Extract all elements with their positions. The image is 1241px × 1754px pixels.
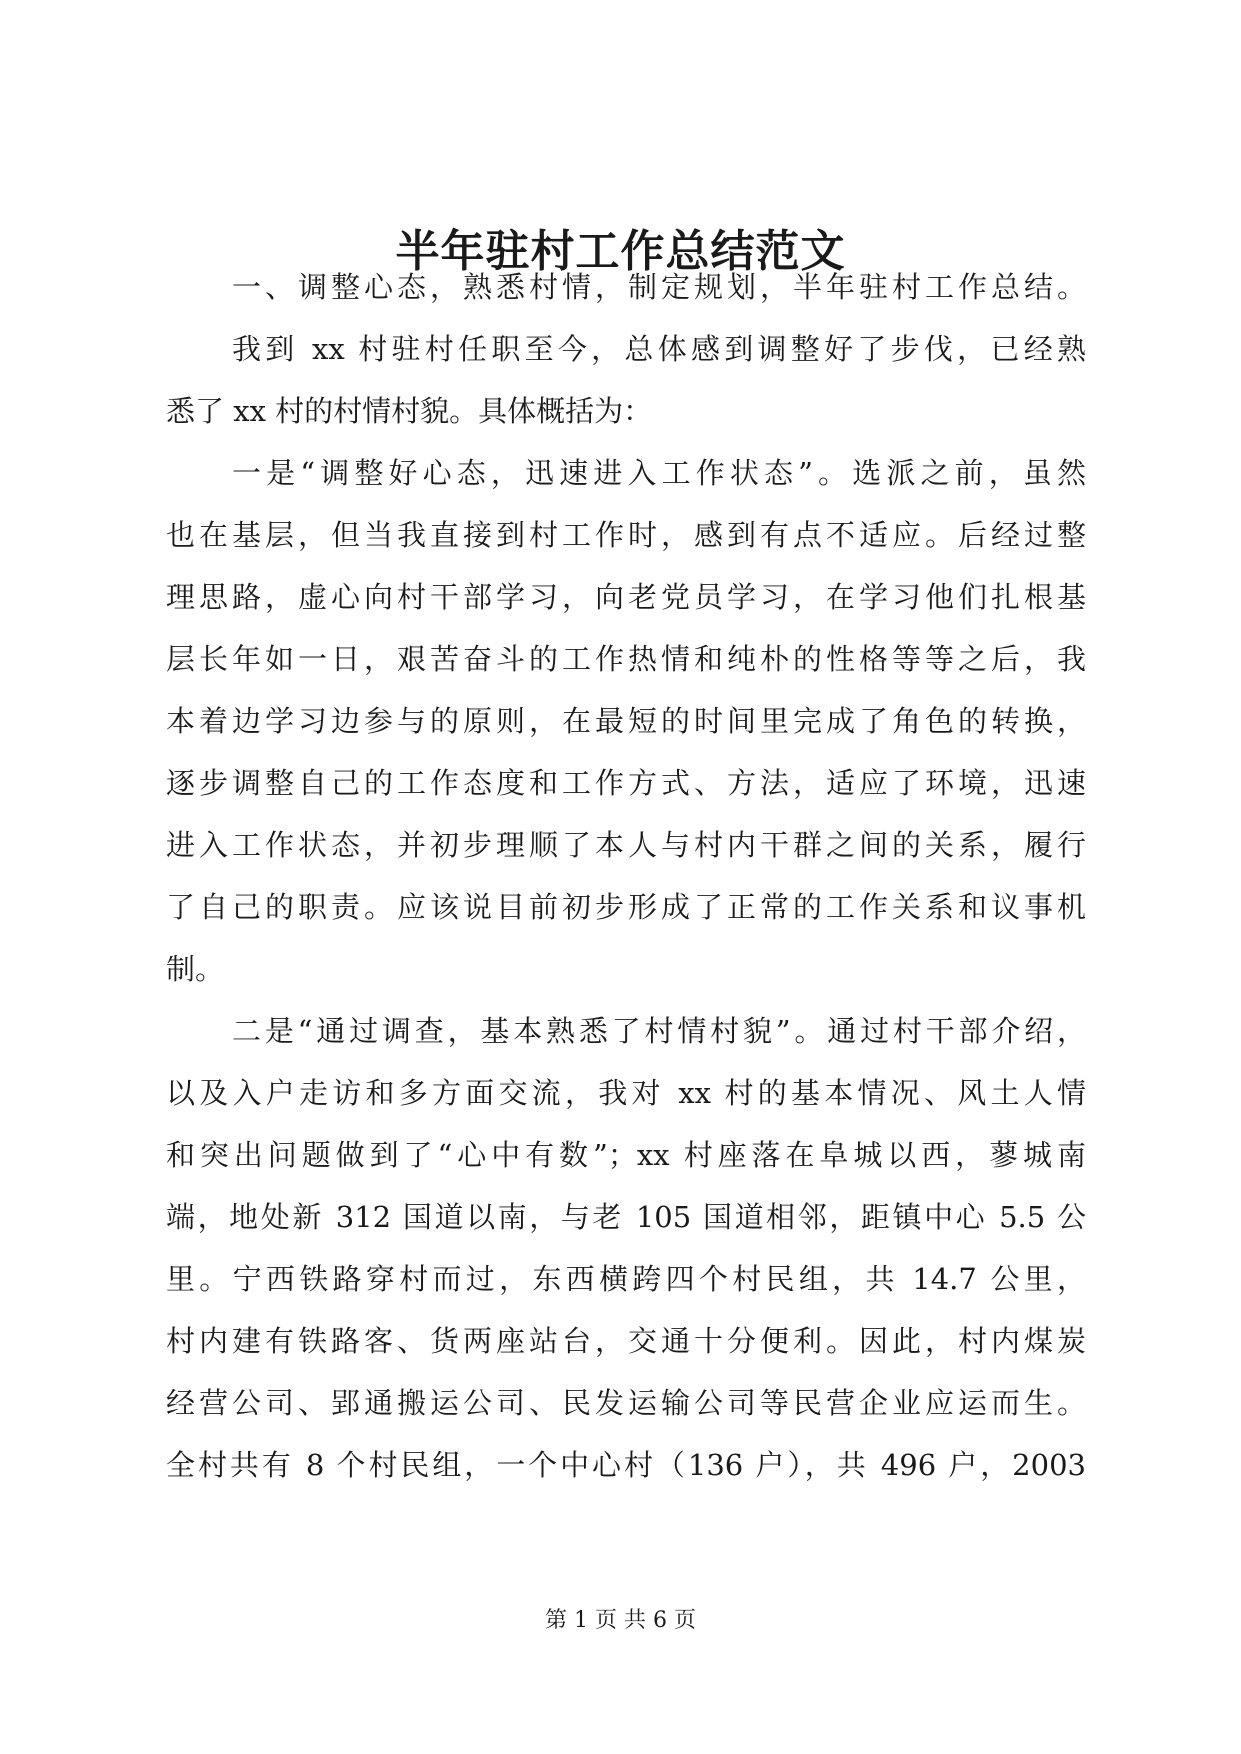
body-line: 二是“通过调查，基本熟悉了村情村貌”。通过村干部介绍，: [232, 1014, 1086, 1048]
body-line: 我到 xx 村驻村任职至今，总体感到调整好了步伐，已经熟: [232, 332, 1086, 366]
body-line: 了自己的职责。应该说目前初步形成了正常的工作关系和议事机: [166, 890, 1086, 924]
body-line: 层长年如一日，艰苦奋斗的工作热情和纯朴的性格等等之后，我: [166, 642, 1086, 676]
body-line: 制。: [166, 952, 225, 986]
page-footer: 第 1 页 共 6 页: [545, 1608, 696, 1633]
body-line: 全村共有 8 个村民组，一个中心村（136 户），共 496 户，2003: [166, 1448, 1086, 1482]
body-line: 端，地处新 312 国道以南，与老 105 国道相邻，距镇中心 5.5 公: [166, 1200, 1086, 1234]
body-line: 经营公司、郢通搬运公司、民发运输公司等民营企业应运而生。: [166, 1386, 1086, 1420]
body-line: 也在基层，但当我直接到村工作时，感到有点不适应。后经过整: [166, 518, 1086, 552]
body-line: 进入工作状态，并初步理顺了本人与村内干群之间的关系，履行: [166, 828, 1086, 862]
body-line: 理思路，虚心向村干部学习，向老党员学习，在学习他们扎根基: [166, 580, 1086, 614]
body-line: 一、调整心态，熟悉村情，制定规划，半年驻村工作总结。: [232, 270, 1086, 304]
body-line: 一是“调整好心态，迅速进入工作状态”。选派之前，虽然: [232, 456, 1086, 490]
document-title: 半年驻村工作总结范文: [395, 226, 846, 277]
body-line: 村内建有铁路客、货两座站台，交通十分便利。因此，村内煤炭: [166, 1324, 1086, 1358]
body-line: 悉了 xx 村的村情村貌。具体概括为：: [166, 394, 653, 428]
body-line: 逐步调整自己的工作态度和工作方式、方法，适应了环境，迅速: [166, 766, 1086, 800]
body-line: 和突出问题做到了“心中有数”；xx 村座落在阜城以西，蓼城南: [166, 1138, 1086, 1172]
body-line: 里。宁西铁路穿村而过，东西横跨四个村民组，共 14.7 公里，: [166, 1262, 1086, 1296]
body-line: 以及入户走访和多方面交流，我对 xx 村的基本情况、风土人情: [166, 1076, 1086, 1110]
body-line: 本着边学习边参与的原则，在最短的时间里完成了角色的转换，: [166, 704, 1086, 738]
